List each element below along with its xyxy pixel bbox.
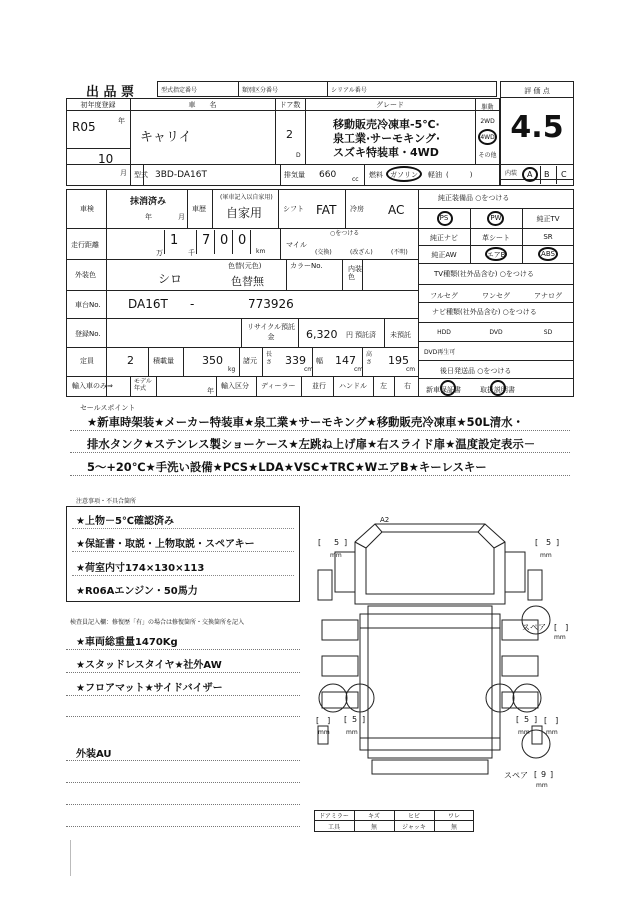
note-line-4: ★R06Aエンジン・50馬力 [76, 586, 198, 597]
grade-label: グレード [376, 101, 404, 109]
capacity-label: 定員 [80, 357, 94, 365]
chassis-label: 車台No. [75, 301, 101, 309]
meter-tamper: (改ざん) [350, 249, 373, 256]
equip-aw: 純正AW [431, 251, 457, 259]
fuel-value: ガソリン [390, 171, 418, 179]
tread-fl-unit: mm [330, 552, 342, 559]
sales-point-line-2: 排水タンク★ステンレス製ショーケース★左跳ね上げ扉★右スライド扉★温度設定表示－ [87, 437, 536, 451]
length-unit: cm [304, 366, 314, 373]
tread-rr-bracket: [ ] [544, 716, 559, 725]
spare2-open: [ [534, 770, 538, 779]
chassis-prefix: DA16T [128, 297, 168, 311]
tread-fr-value: 5 [546, 538, 552, 547]
capacity-value: 2 [127, 354, 134, 367]
doors-label: ドア数 [279, 101, 301, 109]
interior-color-label: 内装色 [348, 265, 362, 281]
registration-era: R05 [72, 120, 96, 134]
mileage-digit-3: 0 [220, 233, 229, 248]
tread-rr2-close: ] [534, 715, 538, 724]
tread-fr-close: ] [556, 538, 560, 547]
handle-left: 左 [380, 382, 387, 390]
tread-rr2-unit: mm [518, 729, 530, 736]
tread-rl-unit: mm [318, 729, 330, 736]
width-value: 147 [335, 354, 356, 367]
first-registration-label: 初年度登録 [80, 101, 116, 109]
mileage-sen-unit: 千 [188, 249, 195, 257]
drive-4wd: 4WD [480, 134, 495, 141]
inspector-line-4: 外装AU [76, 749, 112, 760]
inspector-line-3: ★フロアマット★サイドバイザー [76, 683, 223, 694]
spare1-unit: mm [554, 634, 566, 641]
recycle-label: リサイクル預託金 [246, 323, 296, 341]
height-label: 高さ [366, 351, 373, 366]
equip-tv: 純正TV [536, 215, 560, 223]
interior-b: B [544, 170, 550, 179]
mileage-digit-2: 7 [202, 233, 211, 248]
inspector-label: 検査員記入欄：修復歴「有」の場合は修復箇所・交換箇所を記入 [70, 619, 245, 626]
length-value: 339 [285, 354, 306, 367]
equip-navi: 純正ナビ [430, 234, 458, 242]
tread-rr-unit: mm [546, 729, 558, 736]
chassis-dash: - [190, 297, 195, 311]
grade-line-2: 泉工業·サーモキング· [333, 132, 441, 145]
load-label: 積載量 [153, 357, 174, 365]
load-unit: kg [228, 366, 236, 373]
doors-unit: D [296, 152, 301, 159]
drive-4wd-circle [478, 129, 497, 145]
shift-label: シフト [283, 205, 304, 213]
grade-line-1: 移動販売冷凍車-5℃· [333, 118, 440, 131]
sales-point-line-3: 5～+20℃★手洗い設備★PCS★LDA★VSC★TRC★WエアB★キーレスキー [87, 460, 487, 474]
inspector-line-2: ★スタッドレスタイヤ★社外AW [76, 660, 222, 671]
tread-rr2-open: [ [516, 715, 520, 724]
year-unit: 年 [118, 117, 125, 125]
equip-abs: ABS [541, 250, 555, 258]
cooling-label: 冷房 [350, 205, 364, 213]
interior-a-circle [522, 167, 538, 182]
inspection-value: 抹消済み [130, 197, 167, 207]
color-number-label: カラーNo. [290, 262, 323, 270]
width-label: 幅 [316, 357, 323, 365]
import-parallel: 並行 [312, 382, 326, 390]
tread-fl-value: 5 [334, 538, 340, 547]
rating-label: 評 価 点 [524, 87, 550, 95]
spare1-label: スペア [522, 623, 546, 632]
tread-fr-unit: mm [540, 552, 552, 559]
interior-a: A [527, 170, 533, 179]
month-unit: 月 [120, 169, 127, 177]
drive-other: その他 [478, 152, 497, 159]
shift-value: FAT [316, 203, 337, 217]
meter-unknown: (不明) [391, 249, 408, 256]
mileage-digit-4: 0 [238, 233, 247, 248]
damage-code-a2: A2 [380, 516, 390, 524]
model-label: 型式 [134, 171, 148, 179]
mileage-digit-1: 1 [170, 233, 179, 248]
tv-oneseg: ワンセグ [482, 292, 510, 300]
inspection-label: 車検 [80, 205, 94, 213]
tread-fr-open: [ [535, 538, 539, 547]
table-header-door-mirror: ドアミラー [319, 813, 349, 820]
mileage-label: 走行距離 [71, 241, 99, 249]
later-docs: 取扱説明書 [480, 386, 515, 394]
category-number-label: 類別区分番号 [242, 87, 279, 94]
sales-point-line-1: ★新車時架装★メーカー特装車★泉工業★サーモキング★移動販売冷凍車★50L清水・ [87, 415, 524, 429]
tread-rl2-value: 5 [352, 715, 358, 724]
usage-value: 自家用 [226, 206, 263, 220]
spare2-label: スペア [504, 771, 528, 780]
navi-type-title: ナビ種類(社外品含む) ○をつける [432, 308, 537, 316]
note-line-2: ★保証書・取説・上物取説・スペアキー [76, 539, 255, 550]
equip-leather: 革シート [482, 234, 510, 242]
recycle-unpaid: 未預託 [390, 331, 411, 339]
fuel-other-paren: ( ) [446, 171, 473, 179]
tv-analog: アナログ [534, 292, 562, 300]
repaint-label: 色替(元色) [228, 262, 262, 270]
navi-hdd: HDD [437, 329, 451, 336]
spare1-bracket: [ ] [554, 623, 569, 632]
model-year-label: モデル年式 [134, 378, 152, 392]
equip-sr: SR [543, 233, 553, 241]
tread-fl-open: [ [318, 538, 322, 547]
tread-fl-close: ] [344, 538, 348, 547]
meter-swap: (交換) [315, 249, 332, 256]
interior-c: C [561, 170, 567, 179]
mileage-unit: km [256, 248, 266, 255]
chassis-number: 773926 [248, 297, 294, 311]
later-ship-title: 後日発送品 ○をつける [440, 367, 512, 375]
table-header-break: ワレ [447, 813, 460, 820]
tread-rl2-unit: mm [346, 729, 358, 736]
height-value: 195 [388, 354, 409, 367]
fuel-label: 燃料 [369, 171, 383, 179]
load-value: 350 [202, 354, 223, 367]
tread-rr2-value: 5 [524, 715, 530, 724]
inspection-year-unit: 年 [145, 213, 152, 221]
tv-fullseg: フルセグ [430, 292, 458, 300]
model-value: 3BD-DA16T [155, 170, 207, 180]
car-name-label: 車 名 [188, 101, 217, 109]
meter-circle-note: ○をつける [330, 230, 360, 237]
form-title: 出 品 票 [86, 85, 135, 100]
spare2-close: ] [550, 770, 554, 779]
drive-label: 駆動 [481, 104, 494, 111]
serial-number-label: シリアル番号 [331, 87, 367, 94]
height-unit: cm [406, 366, 416, 373]
handle-label: ハンドル [339, 382, 367, 390]
navi-dvd-play: DVD再生可 [424, 349, 456, 356]
equip-airbag: エアB [486, 251, 506, 259]
import-type-label: 輸入区分 [221, 382, 249, 390]
equip-ps: PS [439, 214, 449, 222]
navi-sd: SD [543, 329, 553, 336]
table-header-crack: ヒビ [407, 813, 420, 820]
import-year-unit: 年 [207, 387, 214, 395]
displacement-unit: cc [352, 176, 359, 183]
recycle-value: 6,320 [306, 328, 338, 341]
tv-type-title: TV種類(社外品含む) ○をつける [434, 270, 534, 278]
import-dealer: ディーラー [261, 382, 296, 390]
dims-label: 諸元 [243, 357, 257, 365]
inspector-line-1: ★車両総重量1470Kg [76, 637, 178, 648]
spare2-unit: mm [536, 782, 548, 789]
spare2-value: 9 [541, 770, 547, 779]
car-name: キャリイ [140, 130, 192, 145]
table-header-scratch: キズ [368, 813, 380, 820]
sales-points-label: セールスポイント [80, 404, 136, 412]
handle-right: 右 [404, 382, 411, 390]
displacement-label: 排気量 [284, 171, 305, 179]
table-tools: 工具 [327, 824, 340, 831]
equip-pw-circle [487, 211, 504, 226]
interior-label: 内装 [505, 170, 518, 177]
equip-airbag-circle [485, 247, 507, 261]
registration-month: 10 [98, 152, 114, 166]
fuel-gasoline-circle [386, 166, 422, 182]
equip-pw: PW [490, 214, 502, 222]
note-line-1: ★上物－5℃確認済み [76, 516, 175, 527]
usage-label: 車歴 [192, 205, 206, 213]
table-tools-value: 無 [370, 824, 377, 831]
notes-label: 注意事項・不具合箇所 [76, 498, 137, 505]
equip-abs-circle [538, 247, 558, 261]
table-jack: ジャッキ [402, 824, 426, 831]
exterior-color-label: 外装色 [75, 271, 96, 279]
repaint-value: 色替無 [231, 275, 264, 288]
inspection-month-unit: 月 [178, 213, 185, 221]
import-label: 輸入車のみ⇒ [72, 382, 113, 390]
width-unit: cm [354, 366, 364, 373]
equipment-title: 純正装備品 ○をつける [438, 194, 510, 202]
displacement-value: 660 [319, 170, 337, 180]
rating-score: 4.5 [510, 110, 564, 145]
length-label: 長さ [266, 351, 273, 366]
cooling-value: AC [388, 203, 405, 217]
later-manual: 新車保証書 [426, 386, 461, 394]
light-oil-label: 軽油 [428, 171, 442, 179]
mileage-man-unit: 万 [156, 249, 163, 257]
usage-note: (軍車記入以自家用) [220, 194, 273, 201]
type-designation-label: 型式指定番号 [161, 87, 198, 94]
recycle-paid: 預託済 [355, 331, 376, 339]
note-line-3: ★荷室内寸174×130×113 [76, 563, 205, 574]
registration-label: 登録No. [75, 330, 101, 338]
exterior-color-value: シロ [158, 272, 183, 286]
later-docs-circle [490, 380, 506, 396]
later-manual-circle [440, 380, 456, 396]
tread-rl-bracket: [ ] [316, 716, 331, 725]
doors-value: 2 [286, 128, 293, 141]
equip-ps-circle [437, 211, 453, 226]
grade-line-3: スズキ特装車・4WD [333, 146, 439, 159]
table-jack-value: 無 [450, 824, 457, 831]
tread-rl2-open: [ [344, 715, 348, 724]
tread-rl2-close: ] [362, 715, 366, 724]
navi-dvd: DVD [489, 329, 503, 336]
drive-2wd: 2WD [480, 118, 495, 125]
meter-mile-label: マイル [286, 241, 307, 249]
recycle-unit: 円 [346, 331, 353, 339]
